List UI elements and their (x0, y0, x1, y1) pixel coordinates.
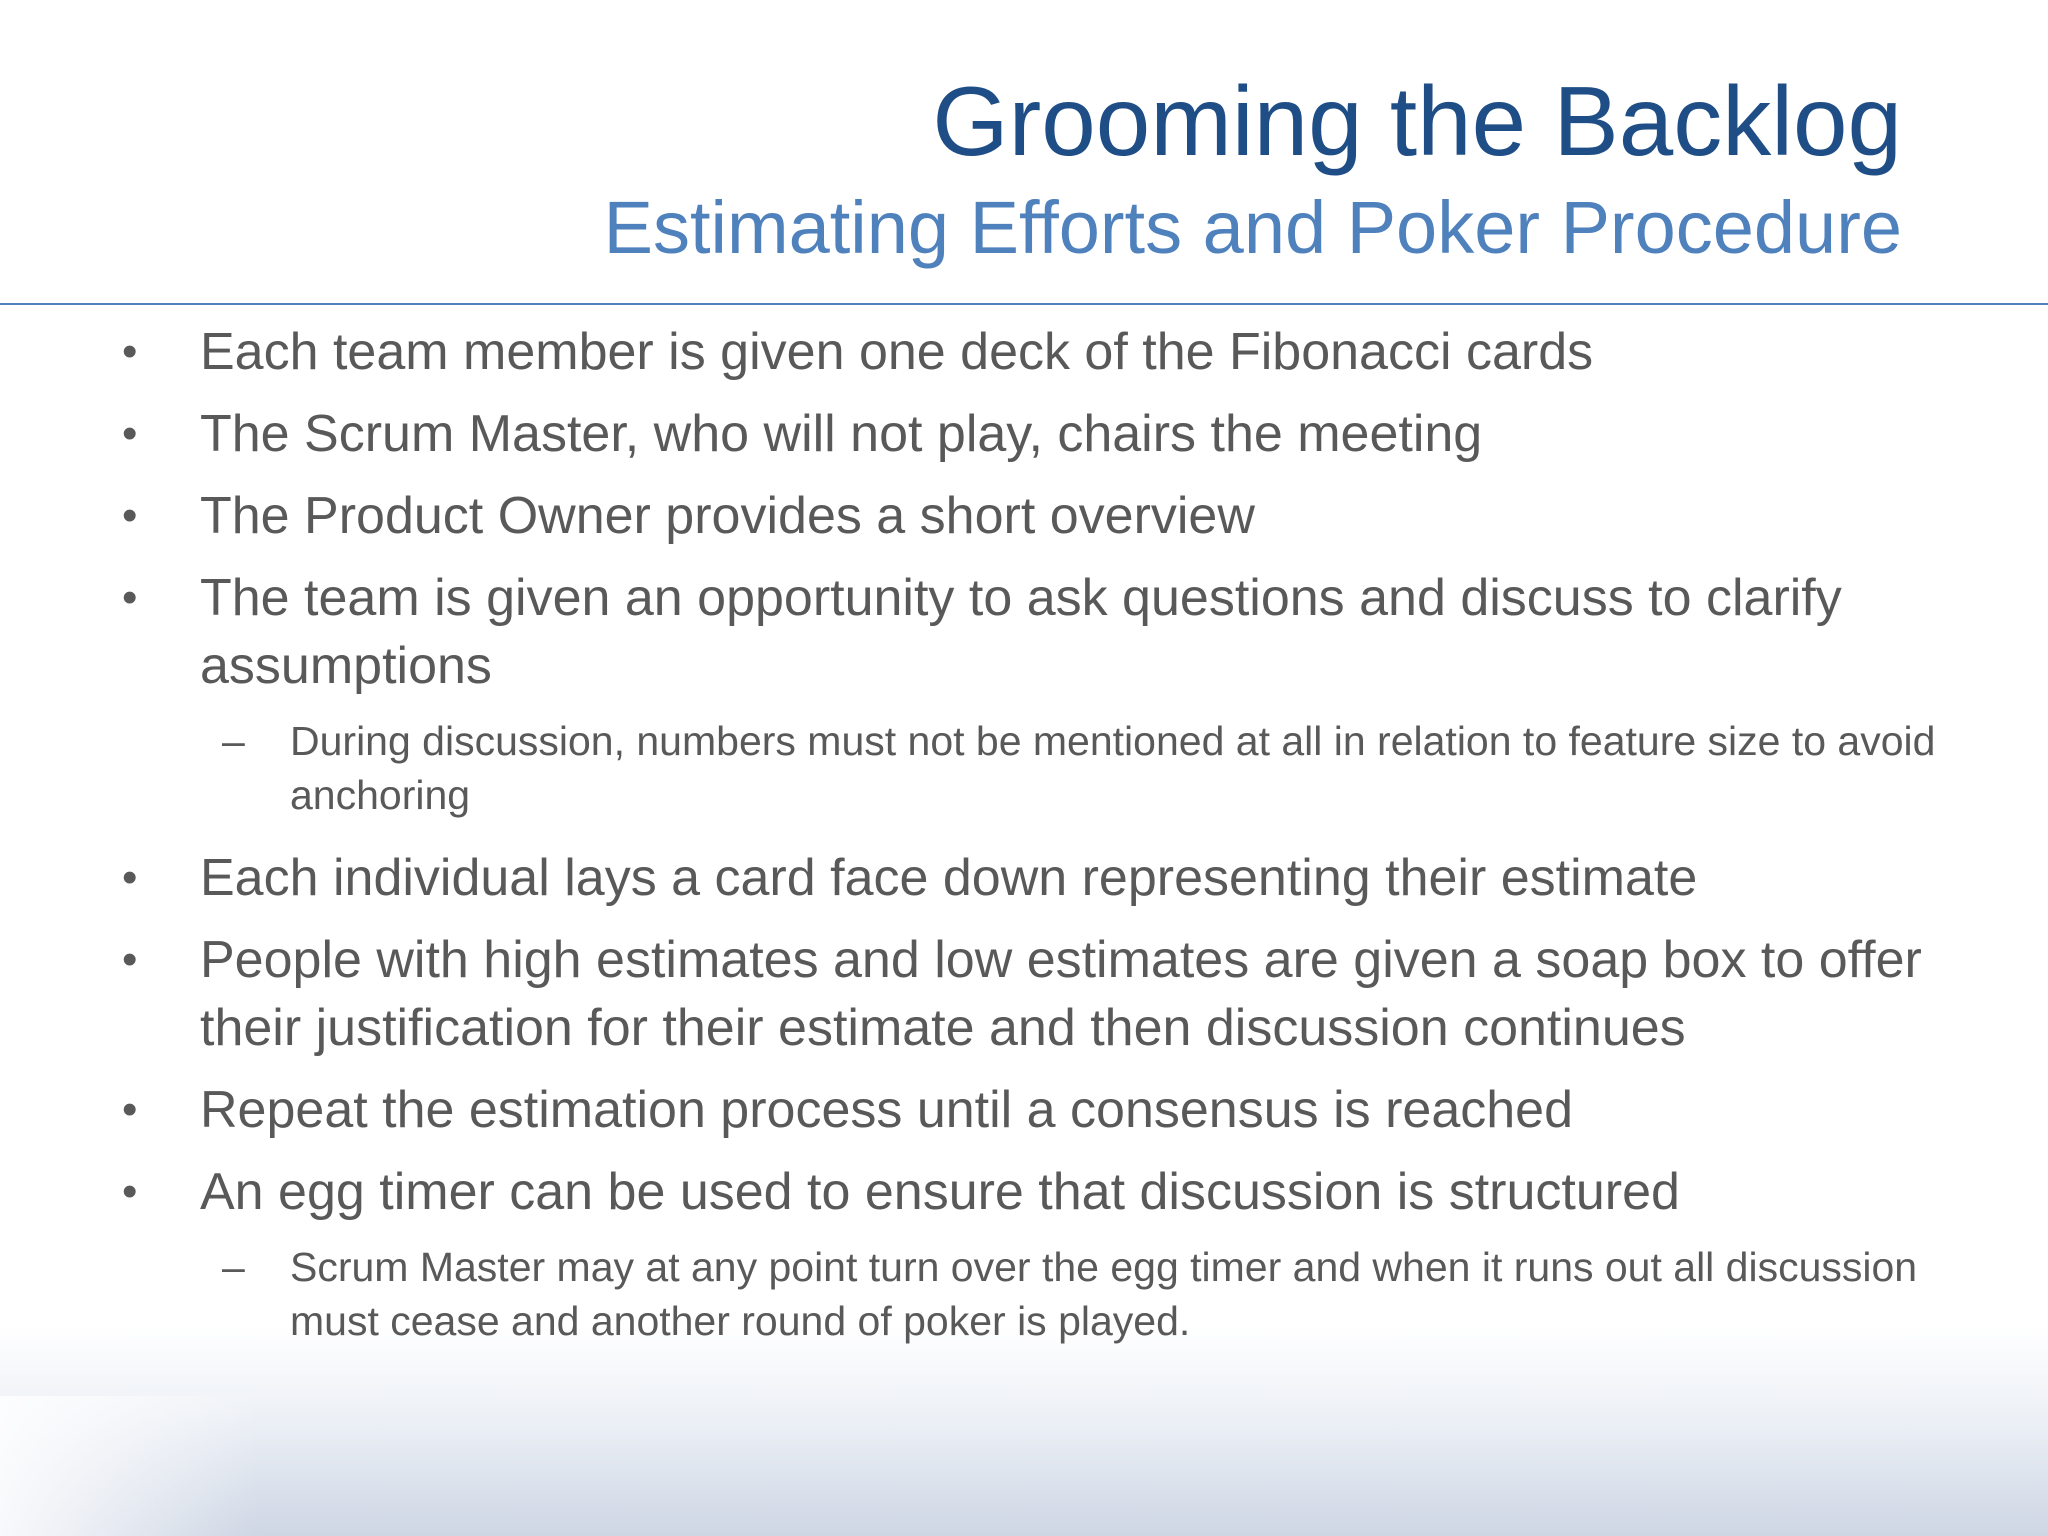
bullet-list (0, 318, 2048, 1370)
bullet-item (0, 400, 2048, 468)
bullet-item (0, 482, 2048, 550)
bullet-text: Each individual lays a card face down representing their estimate (200, 849, 1698, 907)
sub-bullet-text: Scrum Master may at any point turn over the egg timer and when it runs out all discussion must cease and another round of poker is played. (290, 1244, 1918, 1344)
bullet-text: Each team member is given one deck of the Fibonacci cards (200, 323, 1594, 381)
bullet-icon: • (122, 573, 138, 622)
slide-title: Grooming the Backlog (932, 66, 1902, 176)
sub-bullet-item (0, 1240, 2048, 1348)
sub-bullet-text: During discussion, numbers must not be mentioned at all in relation to feature size to avoid anchoring (290, 718, 1936, 818)
sub-bullet-item (0, 714, 2048, 822)
dash-icon: – (222, 1244, 245, 1290)
bullet-text: The Product Owner provides a short overview (200, 487, 1255, 545)
dash-icon: – (222, 718, 245, 764)
slide-subtitle: Estimating Efforts and Poker Procedure (603, 186, 1902, 269)
bullet-item (0, 844, 2048, 912)
bullet-icon: • (122, 853, 138, 902)
bullet-icon: • (122, 1085, 138, 1134)
bullet-icon: • (122, 409, 138, 458)
bullet-icon: • (122, 491, 138, 540)
bottom-left-highlight-decoration (0, 1396, 260, 1536)
bullet-icon: • (122, 935, 138, 984)
bullet-text: People with high estimates and low estimates are given a soap box to offer their justification for their estimate and then discussion continues (200, 931, 1922, 1057)
bullet-icon: • (122, 1167, 138, 1216)
bullet-item (0, 318, 2048, 386)
title-divider (0, 303, 2048, 305)
bullet-item (0, 926, 2048, 1062)
bullet-item (0, 1076, 2048, 1144)
bullet-item (0, 564, 2048, 700)
bullet-icon: • (122, 327, 138, 376)
bullet-text: The team is given an opportunity to ask questions and discuss to clarify assumptions (200, 569, 1842, 695)
bullet-text: An egg timer can be used to ensure that discussion is structured (200, 1163, 1680, 1221)
bullet-text: Repeat the estimation process until a consensus is reached (200, 1081, 1573, 1139)
bullet-text: The Scrum Master, who will not play, chairs the meeting (200, 405, 1483, 463)
bullet-item (0, 1158, 2048, 1226)
